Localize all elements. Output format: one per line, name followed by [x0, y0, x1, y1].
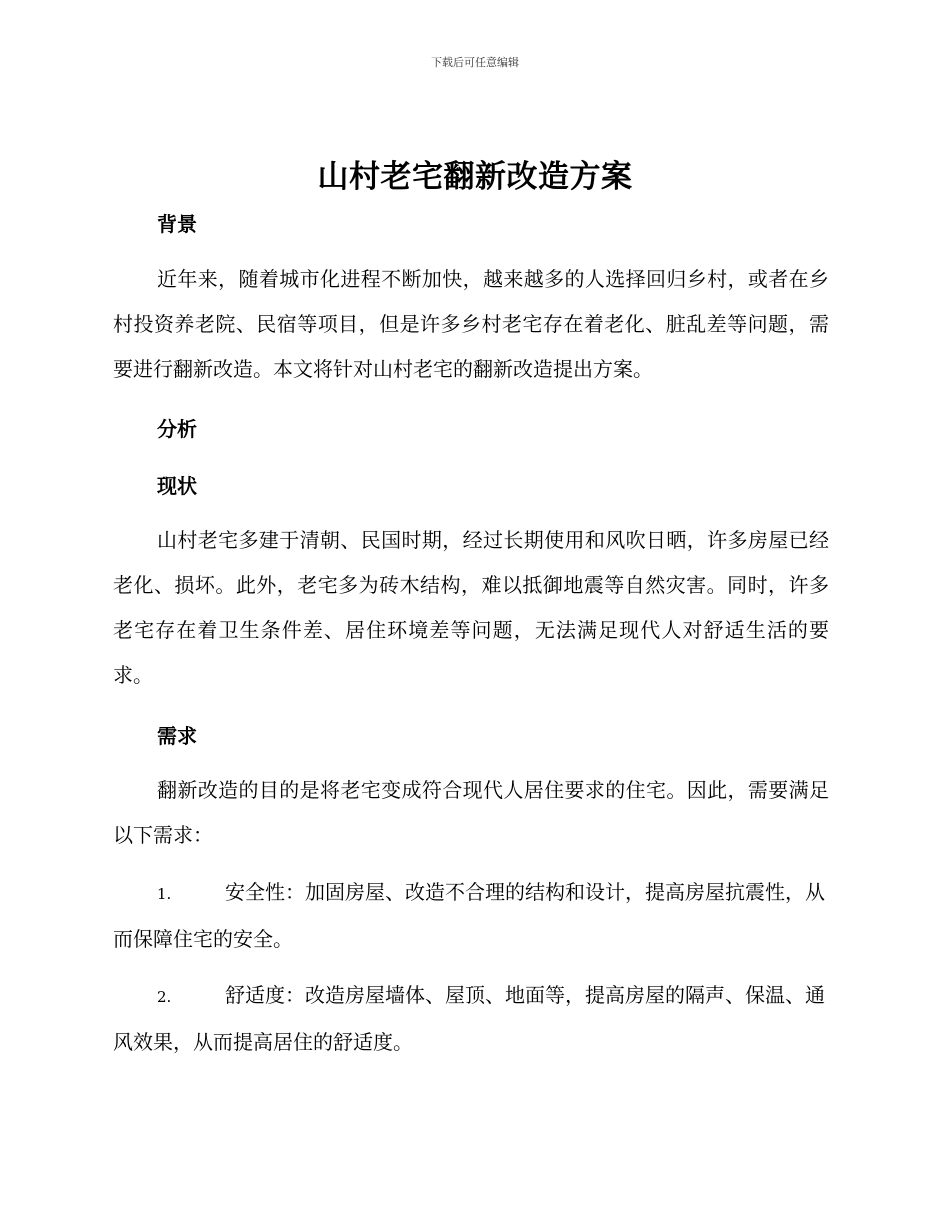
- page-title: 山村老宅翻新改造方案: [317, 159, 633, 195]
- list-item: [113, 973, 829, 1065]
- header-note: 下载后可任意编辑: [431, 56, 519, 69]
- list-item-number: 2.: [157, 988, 172, 1006]
- list-item-text: 舒适度：改造房屋墙体、屋顶、地面等，提高房屋的隔声、保温、通风效果，从而提高居住的舒适度。: [113, 983, 825, 1054]
- section-heading-status: 现状: [157, 474, 197, 498]
- section-heading-background: 背景: [157, 212, 197, 236]
- paragraph-needs: 翻新改造的目的是将老宅变成符合现代人居住要求的住宅。因此，需要满足以下需求：: [113, 778, 829, 847]
- list-item: [113, 870, 829, 962]
- list-item-text: 安全性：加固房屋、改造不合理的结构和设计，提高房屋抗震性，从而保障住宅的安全。: [113, 880, 825, 951]
- section-heading-analysis: 分析: [157, 417, 197, 441]
- paragraph-background: 近年来，随着城市化进程不断加快，越来越多的人选择回归乡村，或者在乡村投资养老院、民宿等项目，但是许多乡村老宅存在着老化、脏乱差等问题，需要进行翻新改造。本文将针对山村老宅的翻新改造提出方案。: [113, 267, 829, 381]
- list-item-number: 1.: [157, 885, 172, 903]
- paragraph-status: 山村老宅多建于清朝、民国时期，经过长期使用和风吹日晒，许多房屋已经老化、损坏。此外，老宅多为砖木结构，难以抵御地震等自然灾害。同时，许多老宅存在着卫生条件差、居住环境差等问题，无法满足现代人对舒适生活的要求。: [113, 528, 829, 687]
- section-heading-needs: 需求: [157, 724, 197, 748]
